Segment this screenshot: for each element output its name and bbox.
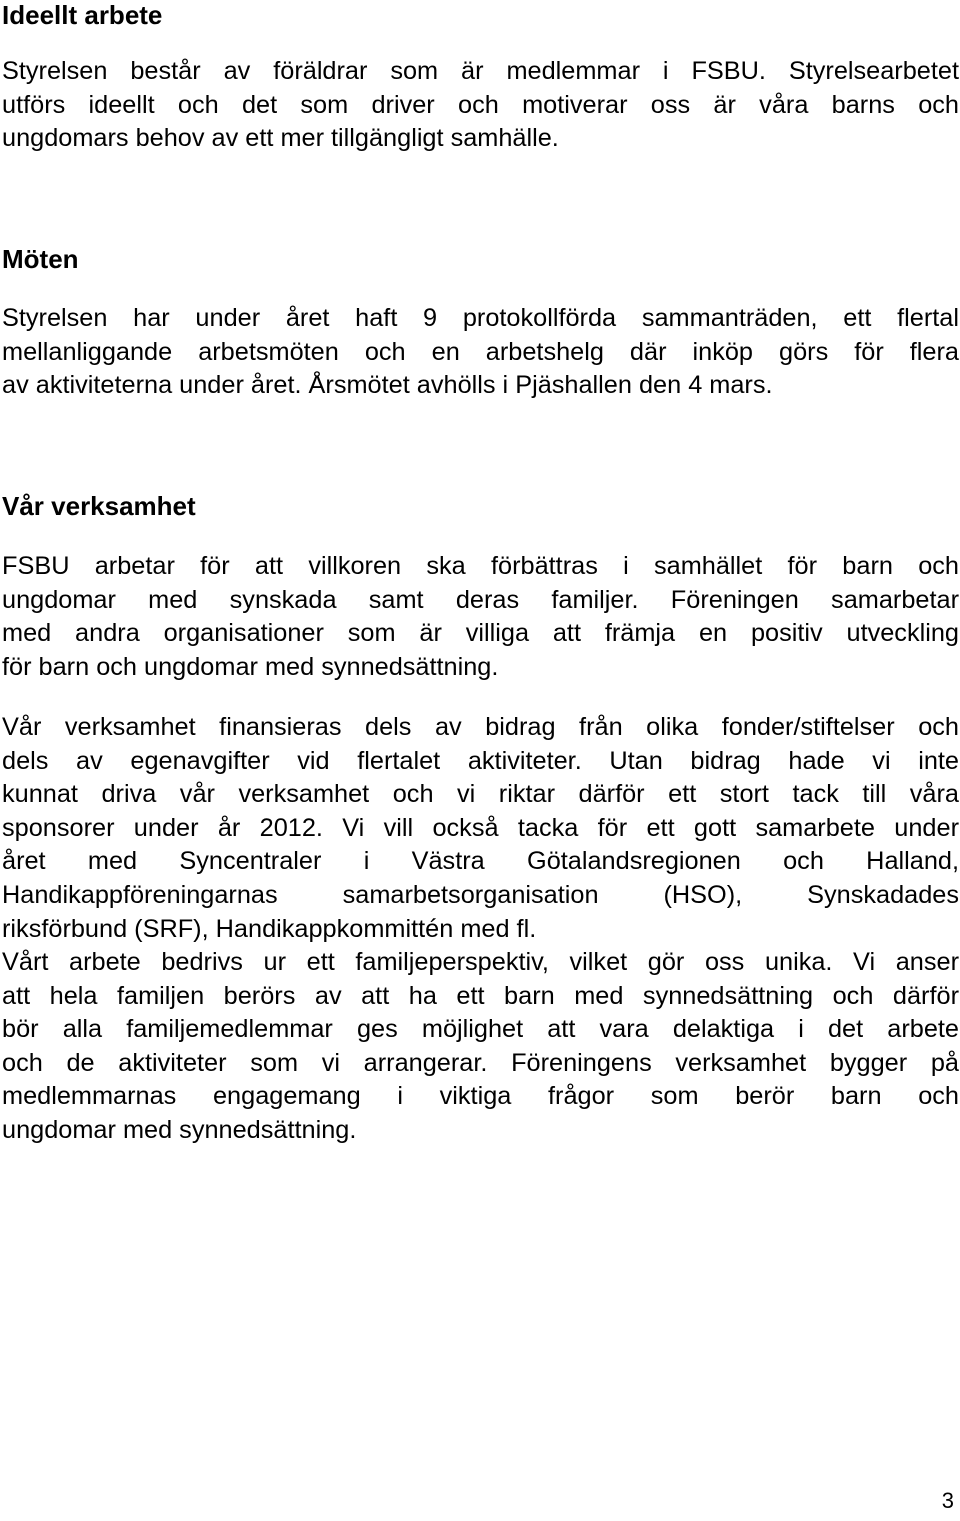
text-line: ungdomar med synskada samt deras familjer. Föreningen samarbetar <box>2 585 959 614</box>
section-heading-var-verksamhet: Vår verksamhet <box>2 491 196 521</box>
text-line: sponsorer under år 2012. Vi vill också tacka för ett gott samarbete under <box>2 813 959 842</box>
text-line: Vårt arbete bedrivs ur ett familjeperspektiv, vilket gör oss unika. Vi anser <box>2 948 959 976</box>
text-line: Vår verksamhet finansieras dels av bidrag från olika fonder/stiftelser och <box>2 713 959 741</box>
text-line: med andra organisationer som är villiga att främja en positiv utveckling <box>2 619 959 648</box>
text-line: mellanliggande arbetsmöten och en arbetshelg där inköp görs för flera <box>2 337 959 366</box>
text-line: för barn och ungdomar med synnedsättning. <box>2 652 499 681</box>
text-line: att hela familjen berörs av att ha ett barn med synnedsättning och därför <box>2 981 959 1010</box>
text-line: Styrelsen har under året haft 9 protokollförda sammanträden, ett flertal <box>2 304 959 332</box>
text-line: dels av egenavgifter vid flertalet aktiviteter. Utan bidrag hade vi inte <box>2 746 959 775</box>
text-line: och de aktiviteter som vi arrangerar. Föreningens verksamhet bygger på <box>2 1048 959 1077</box>
text-line: kunnat driva vår verksamhet och vi riktar därför ett stort tack till våra <box>2 780 959 809</box>
text-line: Styrelsen består av föräldrar som är medlemmar i FSBU. Styrelsearbetet <box>2 57 959 85</box>
text-line: av aktiviteterna under året. Årsmötet avhölls i Pjäshallen den 4 mars. <box>2 371 773 400</box>
paragraph-var-verksamhet-2 <box>2 711 959 946</box>
paragraph-var-verksamhet-3 <box>2 946 959 1148</box>
text-line: Handikappföreningarnas samarbetsorganisation (HSO), Synskadades <box>2 880 959 909</box>
section-heading-moten: Möten <box>2 244 79 274</box>
text-line: riksförbund (SRF), Handikappkommittén med fl. <box>2 914 537 943</box>
page-number: 3 <box>941 1488 954 1513</box>
text-line: ungdomars behov av ett mer tillgängligt samhälle. <box>2 124 559 153</box>
section-heading-ideellt-arbete: Ideellt arbete <box>2 0 163 30</box>
text-line: utförs ideellt och det som driver och motiverar oss är våra barns och <box>2 90 959 119</box>
text-line: medlemmarnas engagemang i viktiga frågor som berör barn och <box>2 1082 959 1111</box>
text-line: ungdomar med synnedsättning. <box>2 1115 357 1144</box>
text-line: bör alla familjemedlemmar ges möjlighet att vara delaktiga i det arbete <box>2 1015 959 1044</box>
paragraph-moten <box>2 302 959 403</box>
text-line: FSBU arbetar för att villkoren ska förbättras i samhället för barn och <box>2 552 959 580</box>
paragraph-var-verksamhet-1 <box>2 550 959 684</box>
paragraph-ideellt-arbete <box>2 55 959 156</box>
text-line: året med Syncentraler i Västra Götalandsregionen och Halland, <box>2 847 959 876</box>
